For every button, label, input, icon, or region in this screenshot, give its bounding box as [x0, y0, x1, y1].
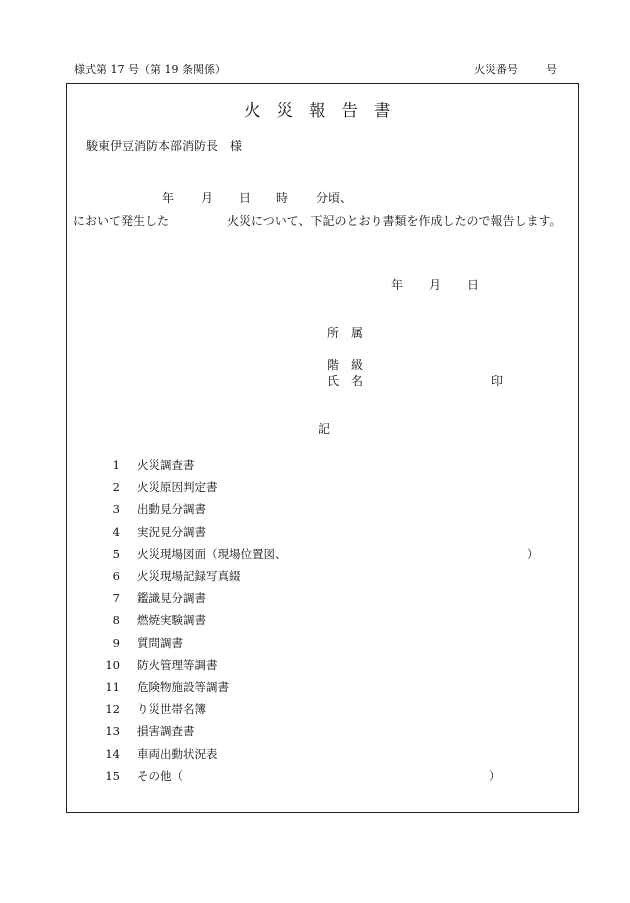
item-number: 1	[112, 458, 120, 472]
item-close-paren: ）	[489, 768, 501, 783]
item-label: 出動見分調書	[137, 502, 206, 517]
item-number: 11	[105, 680, 120, 694]
item-label: 火災現場図面（現場位置図、	[137, 546, 287, 561]
item-number: 10	[105, 657, 120, 672]
occurrence-minute: 分頃、	[316, 191, 353, 205]
item-number: 6	[112, 569, 120, 583]
report-sentence-part1: において発生した	[73, 214, 170, 228]
report-sentence-part2: 火災について、下記のとおり書類を作成したので報告します。	[227, 214, 562, 228]
item-label: り災世帯名簿	[137, 702, 206, 717]
item-number: 5	[112, 546, 120, 561]
occurrence-month: 月	[201, 191, 214, 205]
item-number: 15	[105, 768, 120, 783]
addressee: 駿東伊豆消防本部消防長 様	[86, 139, 243, 153]
item-label: 防火管理等調書	[137, 657, 218, 672]
item-label: 鑑識見分調書	[137, 591, 206, 606]
form-number: 様式第 17 号（第 19 条関係）	[74, 63, 226, 76]
item-label: 質問調書	[137, 635, 183, 650]
rank-label: 階 級	[327, 358, 364, 372]
ki-heading: 記	[318, 422, 331, 436]
item-label: 実況見分調書	[137, 524, 206, 539]
report-day: 日	[467, 278, 480, 292]
item-label: 車両出動状況表	[137, 746, 218, 761]
occurrence-hour: 時	[276, 191, 289, 205]
item-label: 燃焼実験調書	[137, 613, 206, 628]
case-number-label: 火災番号	[474, 63, 518, 76]
item-number: 3	[112, 502, 120, 517]
item-label: 火災調査書	[137, 458, 195, 472]
item-close-paren: ）	[527, 546, 539, 561]
item-label: 損害調査書	[137, 724, 195, 739]
item-number: 4	[112, 524, 120, 539]
case-number-suffix: 号	[546, 63, 557, 76]
item-number: 7	[112, 591, 120, 606]
report-year: 年	[391, 278, 404, 292]
occurrence-day: 日	[239, 191, 252, 205]
affiliation-label: 所 属	[327, 326, 364, 340]
item-number: 9	[112, 635, 120, 650]
occurrence-year: 年	[162, 191, 175, 205]
item-label: その他（	[137, 768, 183, 783]
item-number: 8	[112, 613, 120, 628]
page-title: 火災報告書	[244, 101, 407, 120]
item-number: 13	[105, 724, 120, 739]
name-label: 氏 名	[327, 374, 364, 388]
item-number: 14	[105, 746, 120, 761]
item-label: 火災原因判定書	[137, 480, 218, 495]
item-label: 火災現場記録写真綴	[137, 569, 241, 583]
item-number: 2	[112, 480, 120, 495]
item-label: 危険物施設等調書	[137, 680, 229, 694]
report-month: 月	[429, 278, 442, 292]
seal-mark: 印	[491, 374, 504, 388]
item-number: 12	[105, 702, 120, 717]
